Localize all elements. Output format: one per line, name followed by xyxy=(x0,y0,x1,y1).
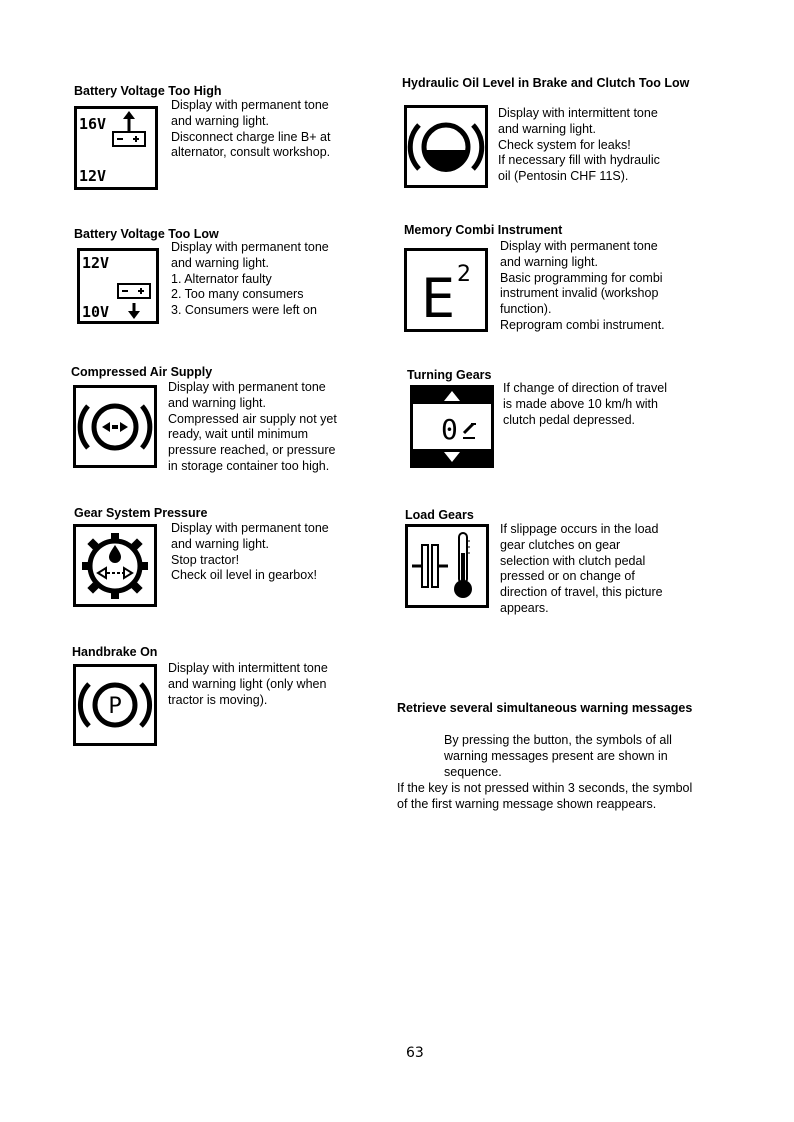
text-line: Reprogram combi instrument. xyxy=(500,317,665,332)
retrieve-heading: Retrieve several simultaneous warning messages xyxy=(397,701,693,715)
text-line: and warning light. xyxy=(168,395,266,410)
text-line: function). xyxy=(500,302,552,317)
text-line: Stop tractor! xyxy=(171,552,240,567)
battery-low-bottom-voltage: 10V xyxy=(82,303,110,321)
text-line: 2. Too many consumers xyxy=(171,287,304,302)
text-line: selection with clutch pedal xyxy=(500,553,646,568)
text-line: in storage container too high. xyxy=(168,458,330,473)
battery-low-text xyxy=(171,240,329,319)
text-line: clutch pedal depressed. xyxy=(503,412,636,427)
handbrake-text xyxy=(168,661,328,708)
text-line: Basic programming for combi xyxy=(500,270,663,285)
battery-undervoltage-icon xyxy=(77,248,159,324)
text-line: Display with permanent tone xyxy=(168,380,326,394)
compressed-air-icon xyxy=(73,385,157,468)
text-line: Display with permanent tone xyxy=(171,98,329,112)
hydraulic-oil-icon xyxy=(404,105,488,188)
text-line: gear clutches on gear xyxy=(500,537,621,552)
hydraulic-oil-heading: Hydraulic Oil Level in Brake and Clutch Too Low xyxy=(402,76,690,90)
load-gears-icon xyxy=(405,524,489,608)
text-line: warning messages present are shown in xyxy=(444,748,668,763)
battery-high-text xyxy=(171,98,330,161)
turning-gear-symbol: 0 xyxy=(441,413,458,446)
text-line: If the key is not pressed within 3 seconds, the symbol xyxy=(397,781,693,795)
text-line: If necessary fill with hydraulic xyxy=(498,153,660,168)
battery-overvoltage-icon xyxy=(74,106,158,190)
gear-pressure-text xyxy=(171,521,329,584)
text-line: is made above 10 km/h with xyxy=(503,396,658,411)
text-line: Compressed air supply not yet xyxy=(168,411,337,426)
battery-high-heading: Battery Voltage Too High xyxy=(74,84,222,98)
text-line: appears. xyxy=(500,600,549,615)
text-line: and warning light. xyxy=(171,536,269,551)
text-line: Check oil level in gearbox! xyxy=(171,568,317,583)
text-line: alternator, consult workshop. xyxy=(171,145,331,160)
handbrake-icon xyxy=(73,664,157,746)
text-line: If slippage occurs in the load xyxy=(500,522,659,536)
page-number: 63 xyxy=(406,1045,424,1061)
memory-superscript: 2 xyxy=(457,262,471,287)
memory-combi-heading: Memory Combi Instrument xyxy=(404,223,563,237)
text-line: 1. Alternator faulty xyxy=(171,271,272,286)
text-line: Display with intermittent tone xyxy=(168,661,328,675)
text-line: and warning light (only when xyxy=(168,676,327,691)
text-line: pressed or on change of xyxy=(500,569,635,584)
text-line: of the first warning message shown reappears. xyxy=(397,796,657,811)
retrieve-text xyxy=(397,781,692,813)
battery-low-heading: Battery Voltage Too Low xyxy=(74,227,219,241)
gear-pressure-heading: Gear System Pressure xyxy=(74,506,208,520)
text-line: tractor is moving). xyxy=(168,692,268,707)
retrieve-indented-text xyxy=(444,733,672,780)
memory-letter: E xyxy=(421,267,456,329)
memory-combi-text xyxy=(500,239,665,334)
text-line: Display with permanent tone xyxy=(171,521,329,535)
text-line: and warning light. xyxy=(171,113,269,128)
battery-high-top-voltage: 16V xyxy=(79,115,107,133)
text-line: oil (Pentosin CHF 11S). xyxy=(498,169,629,184)
memory-e2-icon xyxy=(404,248,488,332)
text-line: direction of travel, this picture xyxy=(500,585,663,600)
text-line: Display with permanent tone xyxy=(500,239,658,253)
turning-gears-text xyxy=(503,381,667,428)
text-line: Check system for leaks! xyxy=(498,137,631,152)
compressed-air-text xyxy=(168,380,337,475)
text-line: instrument invalid (workshop xyxy=(500,286,659,301)
text-line: Display with intermittent tone xyxy=(498,106,658,120)
compressed-air-heading: Compressed Air Supply xyxy=(71,365,213,379)
battery-high-bottom-voltage: 12V xyxy=(79,167,107,185)
load-gears-heading: Load Gears xyxy=(405,508,474,522)
gear-pressure-icon xyxy=(73,524,157,607)
handbrake-heading: Handbrake On xyxy=(72,645,158,659)
text-line: and warning light. xyxy=(500,254,598,269)
turning-gears-icon xyxy=(410,385,494,468)
text-line: sequence. xyxy=(444,764,502,779)
handbrake-letter: P xyxy=(108,694,122,719)
text-line: By pressing the button, the symbols of all xyxy=(444,733,672,747)
text-line: and warning light. xyxy=(498,121,596,136)
battery-low-top-voltage: 12V xyxy=(82,254,110,272)
text-line: Disconnect charge line B+ at xyxy=(171,129,331,144)
text-line: If change of direction of travel xyxy=(503,381,667,395)
text-line: ready, wait until minimum xyxy=(168,427,309,442)
hydraulic-oil-text xyxy=(498,106,660,185)
text-line: Display with permanent tone xyxy=(171,240,329,254)
text-line: 3. Consumers were left on xyxy=(171,303,317,318)
turning-gears-heading: Turning Gears xyxy=(407,368,492,382)
text-line: and warning light. xyxy=(171,255,269,270)
load-gears-text xyxy=(500,522,663,617)
text-line: pressure reached, or pressure xyxy=(168,443,336,458)
